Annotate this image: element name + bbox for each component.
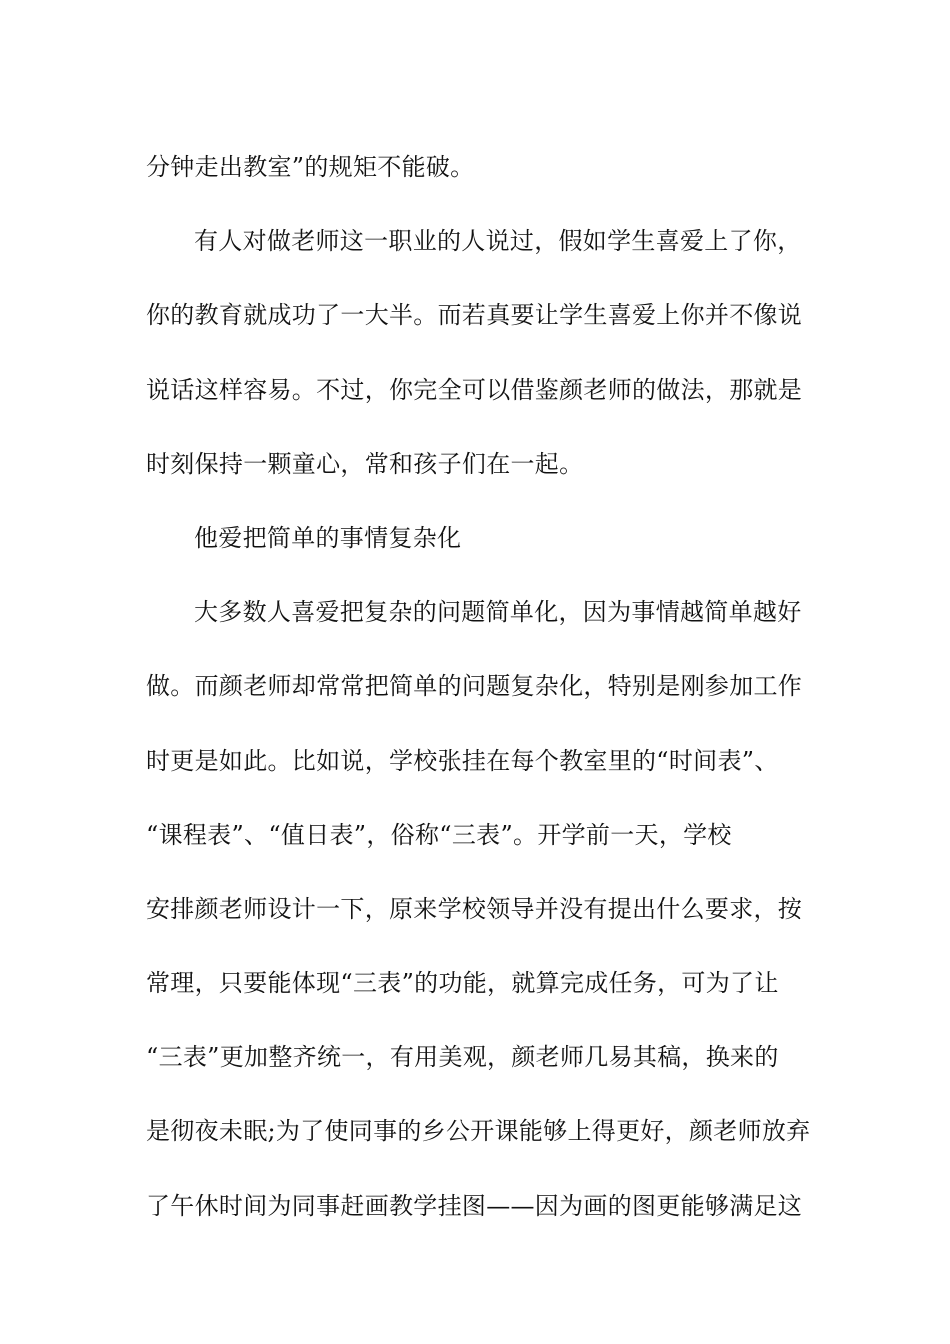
text-line: 你的教育就成功了一大半。而若真要让学生喜爱上你并不像说	[146, 301, 803, 330]
text-line: 安排颜老师设计一下，原来学校领导并没有提出什么要求，按	[146, 894, 803, 923]
text-line: 做。而颜老师却常常把简单的问题复杂化，特别是刚参加工作	[146, 672, 803, 701]
text-line: “课程表”、“值日表”，俗称“三表”。开学前一天，学校	[146, 820, 732, 849]
paragraph-start-line: 大多数人喜爱把复杂的问题简单化，因为事情越简单越好	[194, 598, 802, 627]
section-heading: 他爱把简单的事情复杂化	[194, 523, 462, 552]
text-line: 分钟走出教室”的规矩不能破。	[146, 153, 475, 181]
paragraph-start-line: 有人对做老师这一职业的人说过，假如学生喜爱上了你，	[194, 227, 802, 256]
text-line: 了午休时间为同事赶画教学挂图——因为画的图更能够满足这	[146, 1191, 803, 1220]
text-line: 是彻夜未眠;为了使同事的乡公开课能够上得更好，颜老师放弃	[146, 1117, 811, 1146]
text-line: “三表”更加整齐统一，有用美观，颜老师几易其稿，换来的	[146, 1043, 779, 1072]
text-line: 说话这样容易。不过，你完全可以借鉴颜老师的做法，那就是	[146, 375, 803, 404]
text-line: 时刻保持一颗童心，常和孩子们在一起。	[146, 449, 584, 478]
text-line: 常理，只要能体现“三表”的功能，就算完成任务，可为了让	[146, 969, 779, 998]
text-line: 时更是如此。比如说，学校张挂在每个教室里的“时间表”、	[146, 746, 779, 775]
body-text	[146, 130, 811, 1243]
